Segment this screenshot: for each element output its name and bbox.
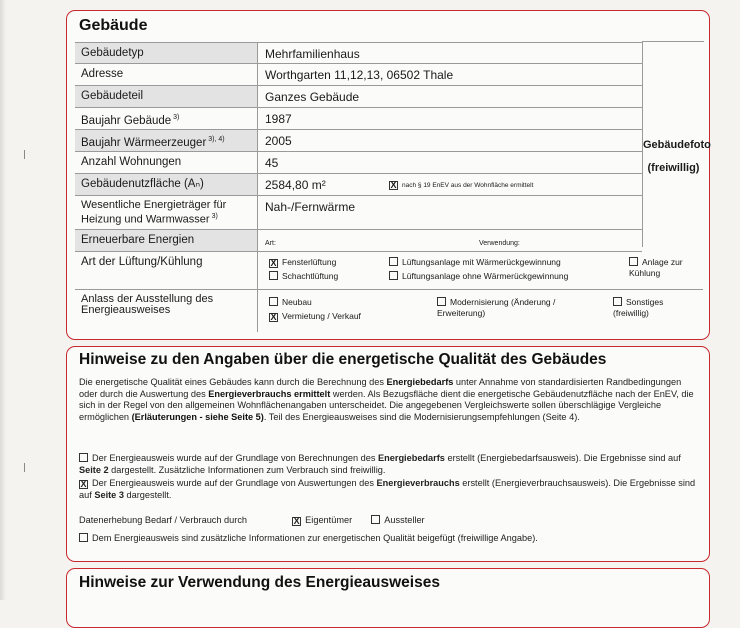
row-gebaeudetyp: [75, 42, 642, 64]
label-text: Baujahr Wärmeerzeuger: [81, 136, 207, 149]
section-title: Gebäude: [79, 17, 148, 34]
checkbox[interactable]: [79, 533, 88, 542]
row-baujahr-gebaeude: [75, 108, 642, 130]
text-bold: Energiebedarfs: [386, 377, 454, 387]
row-label: Art der Lüftung/Kühlung: [75, 252, 258, 289]
option-label: Fensterlüftung: [282, 257, 337, 267]
row-value: Nah-/Fernwärme: [265, 200, 356, 214]
option-schachtlueftung[interactable]: [269, 271, 338, 282]
option-zusatzinfo[interactable]: [79, 533, 699, 545]
checkbox[interactable]: X: [270, 312, 277, 322]
text: unter Annahme von standardisierten Randbedingungen oder durch die Auswertung des: [79, 377, 682, 399]
row-lueftung: [75, 252, 703, 290]
option-label: Vermietung / Verkauf: [282, 311, 361, 321]
row-energietraeger: [75, 196, 642, 230]
checkbox[interactable]: [389, 257, 398, 266]
section-title: Hinweise zu den Angaben über die energetische Qualität des Gebäudes: [79, 351, 607, 368]
option-label: Anlage zur Kühlung: [629, 257, 683, 278]
nutzflaeche-note: nach § 19 EnEV aus der Wohnfläche ermittelt: [402, 182, 534, 189]
label-text: Baujahr Gebäude: [81, 114, 172, 127]
row-anzahl-wohnungen: [75, 152, 642, 174]
photo-subtitle: (freiwillig): [647, 162, 700, 174]
eigentuemer-checkbox[interactable]: X: [293, 516, 300, 526]
datenerhebung-line: [79, 515, 699, 527]
nutzflaeche-option: [389, 179, 533, 191]
option-bedarfsausweis[interactable]: [79, 453, 699, 476]
row-value: 2005: [265, 134, 292, 148]
option-label: Modernisierung (Änderung / Erweiterung): [437, 297, 556, 318]
margin-mark: [24, 463, 25, 472]
checkbox[interactable]: [613, 297, 622, 306]
eigentuemer-label: Eigentümer: [305, 515, 353, 525]
hinweise-section: [66, 346, 710, 562]
checkbox[interactable]: X: [270, 258, 277, 268]
text: werden. Als Bezugsfläche dient die energetische Gebäudenutzfläche nach der EnEV, die sich in der Regel von den allgemeinen Wohnflächenangaben unterscheidet. Die angegebenen Vergleichswerte sollen überschlägige Vergleiche ermöglichen: [79, 388, 694, 422]
option-kuehlung[interactable]: [629, 257, 699, 279]
row-label: [75, 130, 258, 151]
option-label: Lüftungsanlage mit Wärmerückgewinnung: [402, 257, 561, 267]
row-label: [75, 196, 258, 229]
row-anlass: [75, 290, 703, 332]
row-baujahr-waermeerzeuger: [75, 130, 642, 152]
option-modernisierung[interactable]: [437, 297, 587, 319]
datenerhebung-label: Datenerhebung Bedarf / Verbrauch durch: [79, 515, 248, 525]
row-erneuerbare: [75, 230, 642, 252]
aussteller-checkbox[interactable]: [371, 515, 380, 524]
section-title: Hinweise zur Verwendung des Energieausweises: [79, 574, 440, 591]
page-shadow: [0, 0, 6, 600]
option-label: Lüftungsanlage ohne Wärmerückgewinnung: [402, 271, 569, 281]
footnote-mark: 3): [211, 213, 218, 220]
text-bold: Seite 2: [79, 464, 109, 475]
option-label: Neubau: [282, 297, 312, 307]
option-vermietung-verkauf[interactable]: [269, 311, 361, 322]
text: dargestellt. Zusätzliche Informationen zum Verbrauch sind freiwillig.: [108, 464, 386, 475]
checkbox[interactable]: [629, 257, 638, 266]
footnote-mark: 3): [173, 114, 180, 121]
option-label: Schachtlüftung: [282, 271, 339, 281]
checkbox[interactable]: [269, 297, 278, 306]
row-gebaeudeteil: [75, 86, 642, 108]
verwendung-section: [66, 568, 710, 628]
text: Die energetische Qualität eines Gebäudes kann durch die Berechnung des: [79, 377, 387, 387]
text-bold: Energiebedarfs: [378, 453, 445, 463]
text: Der Energieausweis wurde auf der Grundlage von Auswertungen des: [92, 478, 377, 488]
row-value: Worthgarten 11,12,13, 06502 Thale: [265, 68, 454, 82]
row-value: Ganzes Gebäude: [265, 90, 360, 104]
text-bold: Seite 3: [94, 489, 124, 500]
row-adresse: [75, 64, 642, 86]
checkbox[interactable]: [79, 453, 88, 462]
row-value: 45: [265, 156, 279, 170]
margin-mark: [24, 150, 25, 159]
row-label: Erneuerbare Energien: [75, 230, 258, 251]
option-neubau[interactable]: [269, 297, 312, 308]
option-lueftung-ohne-wrg[interactable]: [389, 271, 568, 282]
option-lueftung-mit-wrg[interactable]: [389, 257, 561, 268]
checkbox[interactable]: [269, 271, 278, 280]
erneuerbare-art: Art:: [265, 240, 276, 247]
text: . Teil des Energieausweises sind die Modernisierungsempfehlungen (Seite 4).: [263, 411, 580, 422]
row-label: Gebäudetyp: [75, 43, 258, 63]
text: erstellt (Energieverbrauchsausweis). Die Ergebnisse sind auf: [79, 478, 696, 500]
aussteller-label: Aussteller: [384, 515, 425, 525]
footnote-mark: 3), 4): [208, 136, 225, 143]
row-label: [75, 108, 258, 129]
text: dargestellt.: [123, 489, 172, 500]
erneuerbare-verwendung: Verwendung:: [479, 240, 520, 247]
nutzflaeche-checkbox[interactable]: X: [390, 180, 397, 190]
text-bold: (Erläuterungen - siehe Seite 5): [131, 411, 264, 422]
row-value: 1987: [265, 112, 292, 126]
option-fensterlueftung[interactable]: [269, 257, 336, 268]
text: Dem Energieausweis sind zusätzliche Informationen zur energetischen Qualität beigefügt (freiwillige Angabe).: [92, 533, 538, 543]
text: Der Energieausweis wurde auf der Grundlage von Berechnungen des: [92, 453, 379, 463]
option-verbrauchsausweis[interactable]: [79, 478, 699, 501]
option-label: Sonstiges (freiwillig): [613, 297, 664, 318]
row-gebaeudenutzflaeche: [75, 174, 642, 196]
hinweise-paragraph: [79, 377, 699, 423]
gebaeude-section: [66, 10, 710, 340]
row-value: 2584,80 m²: [265, 178, 326, 192]
text-bold: Energieverbrauchs: [376, 478, 460, 488]
text-bold: Energieverbrauchs ermittelt: [208, 388, 331, 399]
checkbox[interactable]: [389, 271, 398, 280]
row-label: Anlass der Ausstellung des Energieausweises: [75, 290, 258, 332]
text: erstellt (Energiebedarfsausweis). Die Ergebnisse sind auf: [444, 453, 681, 463]
gebaeudefoto-area: [642, 41, 711, 247]
option-sonstiges[interactable]: [613, 297, 699, 319]
row-label: Anzahl Wohnungen: [75, 152, 258, 173]
photo-title: Gebäudefoto: [643, 139, 711, 151]
row-value: Mehrfamilienhaus: [265, 47, 360, 61]
row-label: Gebäudenutzfläche (Aₙ): [75, 174, 258, 195]
label-text: Wesentliche Energieträger für Heizung und Warmwasser: [81, 199, 227, 226]
row-label: Adresse: [75, 64, 258, 85]
row-label: Gebäudeteil: [75, 86, 258, 107]
checkbox[interactable]: X: [80, 479, 87, 489]
checkbox[interactable]: [437, 297, 446, 306]
